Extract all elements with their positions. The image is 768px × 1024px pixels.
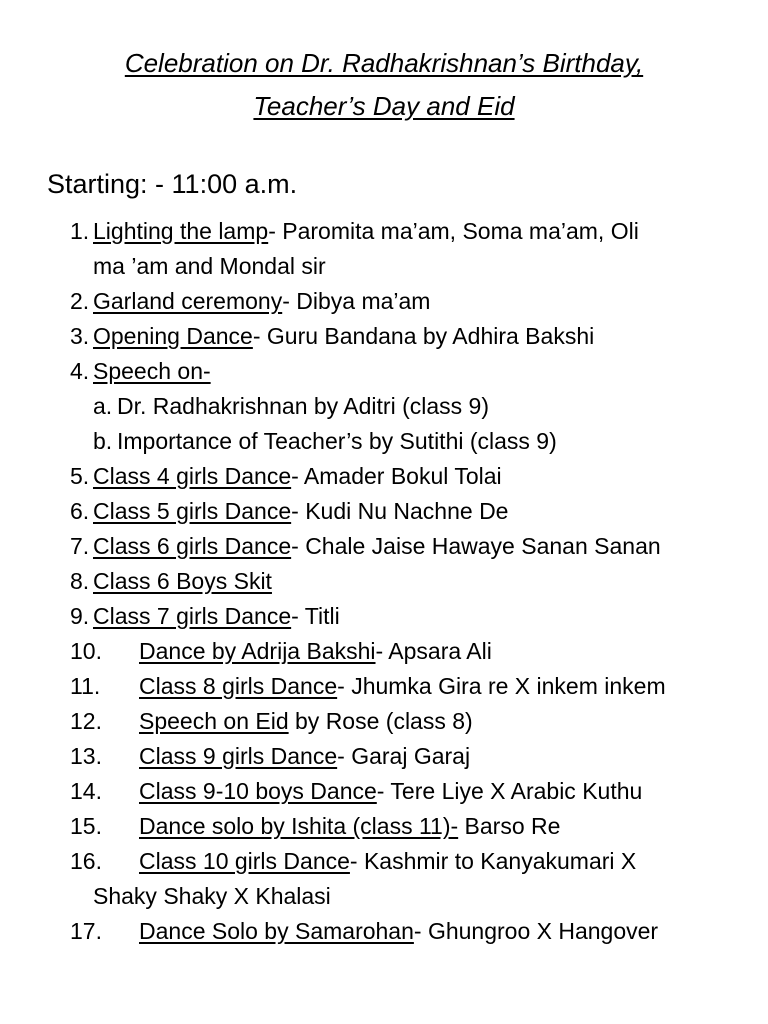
item-detail: - Tere Liye X Arabic Kuthu [376, 778, 643, 804]
item-text [139, 739, 739, 774]
sub-list-item [0, 424, 768, 459]
item-number: 3. [70, 323, 90, 349]
list-item [0, 914, 768, 949]
item-detail: - Ghungroo X Hangover [413, 918, 659, 944]
item-title: Class 9 girls Dance [139, 743, 338, 769]
item-letter: a. [93, 393, 113, 419]
list-item [0, 704, 768, 739]
item-text [93, 459, 733, 494]
item-detail: - Garaj Garaj [337, 743, 471, 769]
item-text [139, 809, 739, 844]
item-text [139, 914, 739, 949]
item-number: 2. [70, 288, 90, 314]
item-continuation: Shaky Shaky X Khalasi [93, 883, 331, 909]
item-number: 5. [70, 463, 90, 489]
list-item [0, 774, 768, 809]
item-letter: b. [93, 428, 113, 454]
item-text [93, 529, 733, 564]
start-time: Starting: - 11:00 a.m. [47, 169, 298, 199]
item-detail: by Rose (class 8) [288, 708, 473, 734]
item-title: Class 7 girls Dance [93, 603, 292, 629]
item-text [139, 844, 739, 879]
item-text: Importance of Teacher’s by Sutithi (class 9) [117, 428, 557, 454]
item-text [93, 214, 733, 249]
sub-list-item [0, 389, 768, 424]
item-title: Dance by Adrija Bakshi [139, 638, 376, 664]
item-title: Dance solo by Ishita (class 11)- [139, 813, 459, 839]
item-text [139, 774, 739, 809]
list-item [0, 564, 768, 599]
item-number: 8. [70, 568, 90, 594]
item-number: 12. [70, 708, 102, 734]
item-text [139, 669, 739, 704]
list-item [0, 669, 768, 704]
item-title: Class 6 Boys Skit [93, 568, 272, 594]
item-text [93, 284, 733, 319]
list-item [0, 739, 768, 774]
item-detail: - Kashmir to Kanyakumari X [349, 848, 637, 874]
list-item [0, 634, 768, 669]
list-item [0, 214, 768, 284]
list-item [0, 319, 768, 354]
item-title: Class 10 girls Dance [139, 848, 350, 874]
list-item [0, 529, 768, 564]
item-detail: - Paromita ma’am, Soma ma’am, Oli [268, 218, 639, 244]
item-number: 15. [70, 813, 102, 839]
item-continuation: ma ’am and Mondal sir [93, 253, 326, 279]
item-title: Class 6 girls Dance [93, 533, 292, 559]
item-detail: - Chale Jaise Hawaye Sanan Sanan [291, 533, 661, 559]
item-title: Class 4 girls Dance [93, 463, 292, 489]
item-title: Class 8 girls Dance [139, 673, 338, 699]
title-line-1: Celebration on Dr. Radhakrishnan’s Birthday, [124, 48, 644, 78]
item-number: 13. [70, 743, 102, 769]
item-text [139, 704, 739, 739]
list-item [0, 354, 768, 389]
list-item [0, 494, 768, 529]
list-item [0, 459, 768, 494]
item-number: 9. [70, 603, 90, 629]
item-number: 10. [70, 638, 102, 664]
item-detail: - Amader Bokul Tolai [291, 463, 502, 489]
item-detail: - Kudi Nu Nachne De [291, 498, 509, 524]
item-title: Garland ceremony [93, 288, 283, 314]
item-number: 14. [70, 778, 102, 804]
item-text [139, 634, 739, 669]
item-text: Dr. Radhakrishnan by Aditri (class 9) [117, 393, 489, 419]
list-item [0, 284, 768, 319]
item-text [93, 599, 733, 634]
list-item [0, 809, 768, 844]
item-title: Speech on Eid [139, 708, 289, 734]
item-title: Lighting the lamp [93, 218, 269, 244]
item-number: 7. [70, 533, 90, 559]
item-title: Opening Dance [93, 323, 253, 349]
item-number: 11. [70, 673, 101, 699]
item-text [93, 319, 733, 354]
item-number: 4. [70, 358, 90, 384]
item-detail: - Jhumka Gira re X inkem inkem [337, 673, 666, 699]
item-number: 1. [70, 218, 90, 244]
list-item [0, 599, 768, 634]
item-detail: - Apsara Ali [375, 638, 492, 664]
item-detail: - Titli [291, 603, 340, 629]
item-detail: Barso Re [458, 813, 561, 839]
item-title: Dance Solo by Samarohan [139, 918, 414, 944]
item-detail: - Dibya ma’am [282, 288, 431, 314]
item-text [93, 494, 733, 529]
item-number: 17. [70, 918, 102, 944]
item-title: Speech on- [93, 358, 211, 384]
item-title: Class 5 girls Dance [93, 498, 292, 524]
title-line-2: Teacher’s Day and Eid [253, 91, 515, 121]
item-number: 6. [70, 498, 90, 524]
item-text [93, 564, 733, 599]
item-title: Class 9-10 boys Dance [139, 778, 377, 804]
item-text [93, 354, 733, 389]
item-detail: - Guru Bandana by Adhira Bakshi [252, 323, 595, 349]
list-item [0, 844, 768, 914]
program-list [0, 214, 768, 949]
item-number: 16. [70, 848, 102, 874]
